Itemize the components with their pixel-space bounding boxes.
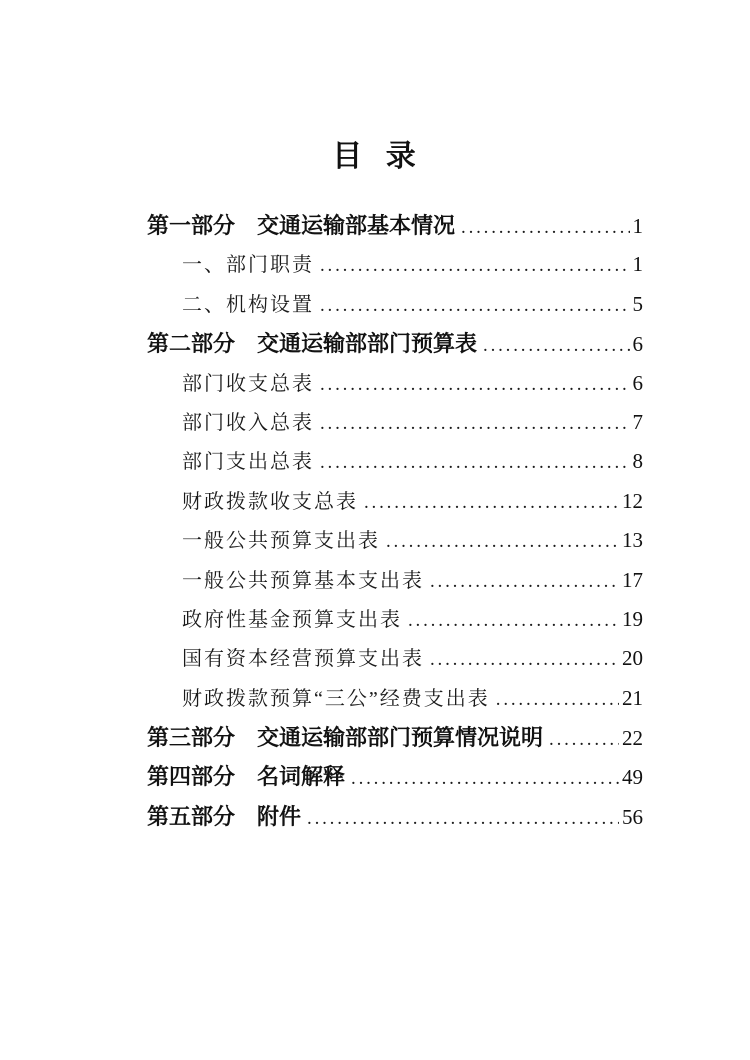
toc-entry-label: 政府性基金预算支出表	[182, 608, 402, 631]
dot-leader	[430, 640, 619, 679]
dot-leader	[408, 601, 619, 640]
toc-row	[147, 521, 643, 560]
toc-entry-page: 22	[622, 726, 643, 751]
dot-leader	[386, 522, 619, 561]
toc-entry-label: 一般公共预算支出表	[182, 530, 380, 553]
dot-leader	[320, 246, 630, 285]
toc-row	[147, 639, 643, 678]
toc-entry-label: 部门收入总表	[182, 411, 314, 434]
toc-entry-label: 部门收支总表	[182, 372, 314, 395]
toc-entry-page: 7	[632, 409, 643, 434]
toc-entry-page: 49	[622, 765, 643, 790]
toc-entry-page: 6	[632, 332, 643, 357]
toc-entry-page: 21	[622, 685, 643, 710]
toc-entry-page: 5	[632, 291, 643, 316]
toc-row	[147, 561, 643, 600]
toc-row	[147, 403, 643, 442]
dot-leader	[549, 720, 619, 759]
dot-leader	[430, 562, 619, 601]
toc-entry-label: 第五部分 附件	[147, 803, 302, 829]
dot-leader	[496, 680, 619, 719]
dot-leader	[320, 286, 630, 325]
dot-leader	[483, 326, 629, 365]
toc-entry-label: 第三部分 交通运输部部门预算情况说明	[147, 725, 544, 751]
toc-entry-page: 1	[632, 214, 643, 238]
dot-leader	[351, 759, 619, 798]
toc-row	[147, 364, 643, 403]
toc-entry-page: 13	[622, 528, 643, 553]
toc-entry-page: 19	[622, 606, 643, 631]
toc-entry-label: 部门支出总表	[182, 451, 314, 474]
toc-entry-label: 二、机构设置	[182, 293, 314, 316]
toc-row	[147, 718, 643, 757]
table-of-contents	[147, 206, 643, 836]
toc-row	[147, 797, 643, 836]
toc-entry-page: 1	[632, 252, 643, 277]
toc-entry-label: 国有资本经营预算支出表	[182, 648, 424, 671]
toc-row	[147, 482, 643, 521]
toc-entry-page: 12	[622, 488, 643, 513]
dot-leader	[320, 443, 630, 482]
toc-row	[147, 757, 643, 796]
toc-entry-label: 财政拨款预算“三公”经费支出表	[182, 687, 490, 710]
toc-entry-page: 56	[622, 804, 643, 829]
toc-entry-page: 17	[622, 567, 643, 592]
dot-leader	[320, 365, 630, 404]
toc-entry-page: 8	[632, 449, 643, 474]
toc-entry-label: 一、部门职责	[182, 254, 314, 277]
dot-leader	[364, 483, 619, 522]
toc-row	[147, 285, 643, 324]
toc-row	[147, 442, 643, 481]
toc-row	[147, 679, 643, 718]
toc-entry-label: 第四部分 名词解释	[147, 764, 346, 790]
toc-entry-label: 财政拨款收支总表	[182, 490, 358, 513]
toc-row	[147, 245, 643, 284]
toc-entry-page: 20	[622, 646, 643, 671]
page-title: 目 录	[332, 140, 418, 173]
toc-entry-label: 第二部分 交通运输部部门预算表	[147, 331, 478, 357]
toc-entry-page: 6	[632, 370, 643, 395]
toc-entry-label: 第一部分 交通运输部基本情况	[147, 213, 456, 238]
toc-row	[147, 600, 643, 639]
dot-leader	[320, 404, 630, 443]
dot-leader	[307, 799, 619, 838]
dot-leader	[461, 208, 629, 247]
toc-row	[147, 324, 643, 363]
toc-entry-label: 一般公共预算基本支出表	[182, 569, 424, 592]
toc-row	[147, 206, 643, 245]
